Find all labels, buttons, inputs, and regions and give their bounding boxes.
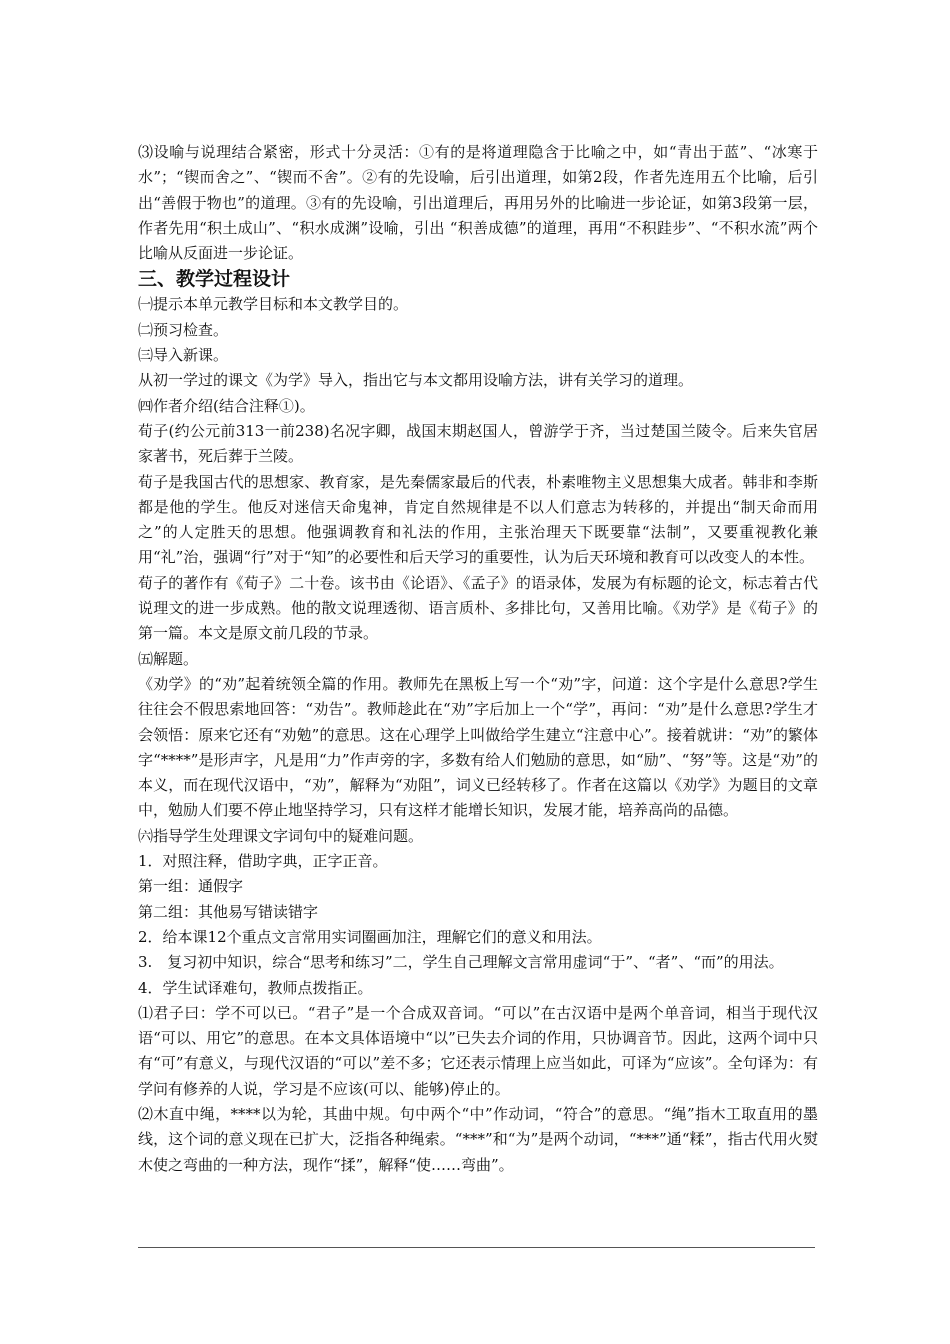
- paragraph: ㈣作者介绍(结合注释①)。: [138, 396, 315, 415]
- paragraph: ⑴君子曰：学不可以已。“君子”是一个合成双音词。“可以”在古汉语中是两个单音词，相当于现代汉语“可以、用它”的意思。在本文具体语境中“以”已失去介词的作用，只协调音节。因此，这两个词中只有“可”有意义，与现代汉语的“可以”差不多；它还表示情理上应当如此，可译为“应该”。全句译为：有学问有修养的人说，学习是不应该(可以、能够)停止的。: [138, 1003, 818, 1098]
- section-heading: 三、教学过程设计: [138, 268, 291, 291]
- paragraph: ㈥指导学生处理课文字词句中的疑难问题。: [138, 826, 424, 845]
- paragraph: 1．对照注释，借助字典，正字正音。: [138, 852, 388, 871]
- paragraph: 4．学生试译难句，教师点拨指正。: [138, 978, 373, 997]
- paragraph: ㈡预习检查。: [138, 320, 229, 339]
- paragraph: ⑶设喻与说理结合紧密，形式十分灵活：①有的是将道理隐含于比喻之中，如“青出于蓝”、“冰寒于水”；“锲而舍之”、“锲而不舍”。②有的先设喻，后引出道理，如第2段，作者先连用五个比喻，后引出“善假于物也”的道理。③有的先设喻，引出道理后，再用另外的比喻进一步论证，如第3段第一层，作者先用“积土成山”、“积水成渊”设喻，引出 “积善成德”的道理，再用“不积跬步”、“不积水流”两个比喻从反面进一步论证。: [138, 143, 818, 263]
- paragraph: 《劝学》的“劝”起着统领全篇的作用。教师先在黑板上写一个“劝”字，问道：这个字是什么意思?学生往往会不假思索地回答：“劝告”。教师趁此在“劝”字后加上一个“学”，再问：“劝”是什么意思?学生才会领悟：原来它还有“劝勉”的意思。这在心理学上叫做给学生建立“注意中心”。接着就讲：“劝”的繁体字“****”是形声字，凡是用“力”作声旁的字，多数有给人们勉励的意思，如“励”、“努”等。这是“劝”的本义，而在现代汉语中，“劝”，解释为“劝阻”，词义已经转移了。作者在这篇以《劝学》为题目的文章中，勉励人们要不停止地坚持学习，只有这样才能增长知识，发展才能，培养高尚的品德。: [138, 674, 818, 820]
- paragraph: 第一组：通假字: [138, 877, 244, 896]
- paragraph: 荀子(约公元前313一前238)名况字卿，战国末期赵国人，曾游学于齐，当过楚国兰陵令。后来失官居家著书，死后葬于兰陵。: [138, 421, 818, 466]
- paragraph: ㈠提示本单元教学目标和本文教学目的。: [138, 295, 409, 314]
- paragraph: ㈤解题。: [138, 649, 199, 668]
- paragraph: ⑵木直中绳，****以为轮，其曲中规。句中两个“中”作动词，“符合”的意思。“绳”指木工取直用的墨线，这个词的意义现在已扩大，泛指各种绳索。“***”和“为”是两个动词，“***”通“糅”，指古代用火熨木使之弯曲的一种方法，现作“揉”，解释“使……弯曲”。: [138, 1104, 818, 1174]
- paragraph: 第二组：其他易写错读错字: [138, 902, 319, 921]
- paragraph: 荀子是我国古代的思想家、教育家，是先秦儒家最后的代表，朴素唯物主义思想集大成者。韩非和李斯都是他的学生。他反对迷信天命鬼神，肯定自然规律是不以人们意志为转移的，并提出“制天命而用之”的人定胜天的思想。他强调教育和礼法的作用，主张治理天下既要靠“法制”，又要重视教化兼用“礼”治，强调“行”对于“知”的必要性和后天学习的重要性，认为后天环境和教育可以改变人的本性。: [138, 472, 818, 567]
- paragraph: ㈢导入新课。: [138, 346, 229, 365]
- paragraph: 3. 复习初中知识，综合“思考和练习”二，学生自己理解文言常用虚词“于”、“者”、“而”的用法。: [138, 953, 784, 972]
- paragraph: 荀子的著作有《荀子》二十卷。该书由《论语》、《孟子》的语录体，发展为有标题的论文，标志着古代说理文的进一步成熟。他的散文说理透彻、语言质朴、多排比句，又善用比喻。《劝学》是《荀子》的第一篇。本文是原文前几段的节录。: [138, 573, 818, 643]
- paragraph: 从初一学过的课文《为学》导入，指出它与本文都用设喻方法，讲有关学习的道理。: [138, 371, 694, 390]
- footer-divider: [138, 1247, 815, 1248]
- document-body: [138, 140, 818, 1178]
- paragraph: 2．给本课12个重点文言常用实词圈画加注，理解它们的意义和用法。: [138, 927, 602, 946]
